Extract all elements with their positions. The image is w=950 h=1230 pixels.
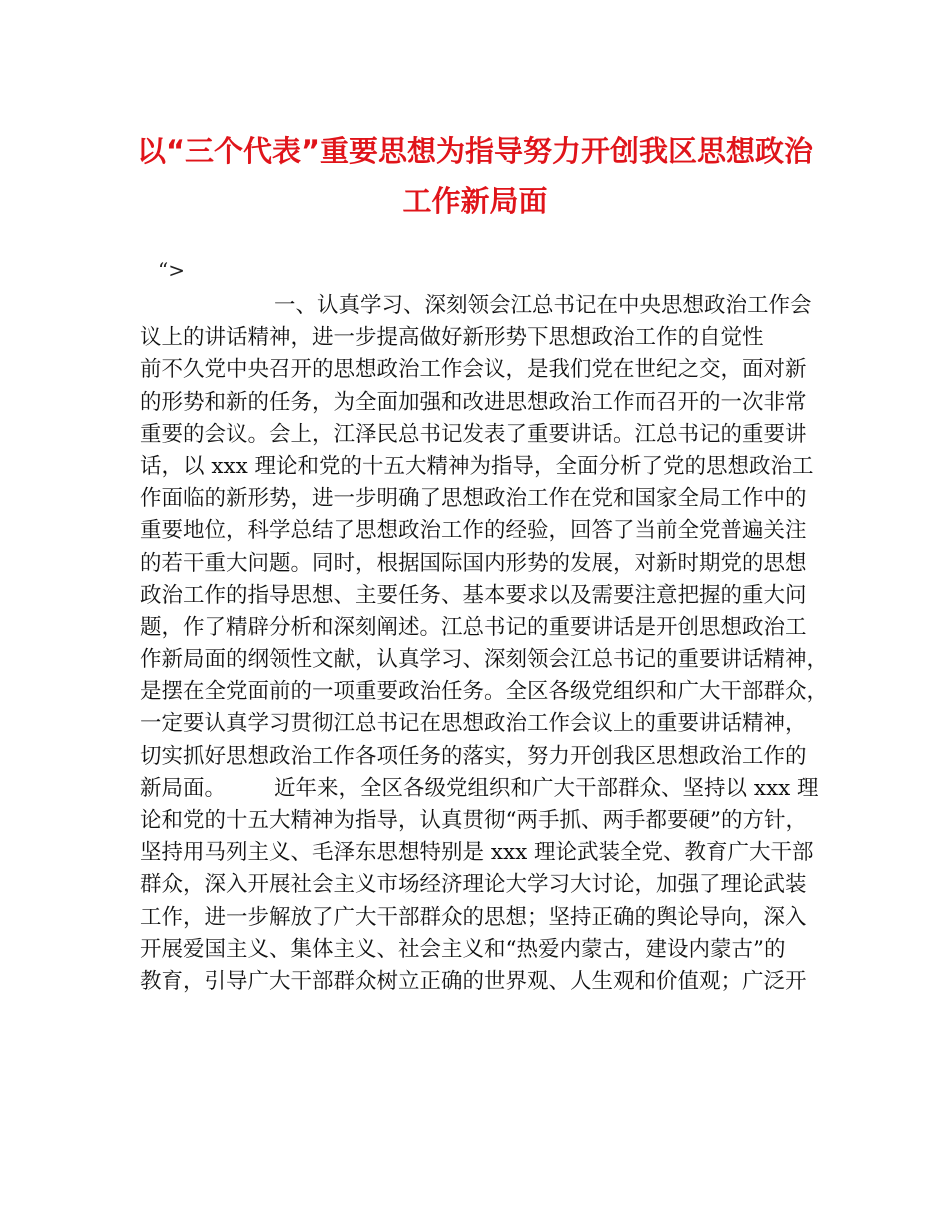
paragraph-line: 话，以 xxx 理论和党的十五大精神为指导，全面分析了党的思想政治工 <box>140 453 814 479</box>
paragraph-line: 的若干重大问题。同时，根据国际国内形势的发展，对新时期党的思想 <box>140 550 807 576</box>
paragraph-line: 论和党的十五大精神为指导，认真贯彻“两手抓、两手都要硬”的方针， <box>140 808 807 833</box>
paragraph-line: 作面临的新形势，进一步明确了思想政治工作在党和国家全局工作中的 <box>140 486 807 512</box>
paragraph-end: 新局面。 <box>140 775 227 801</box>
paragraph-line: 坚持用马列主义、毛泽东思想特别是 xxx 理论武装全党、教育广大干部 <box>140 840 814 866</box>
paragraph-line: 教育，引导广大干部群众树立正确的世界观、人生观和价值观；广泛开 <box>140 968 807 994</box>
document-title <box>100 126 850 226</box>
paragraph-line: 重要地位，科学总结了思想政治工作的经验，回答了当前全党普遍关注 <box>140 518 807 544</box>
stray-mark: “> <box>158 258 185 282</box>
paragraph-line: 的形势和新的任务，为全面加强和改进思想政治工作而召开的一次非常 <box>140 389 807 415</box>
paragraph-transition-line <box>140 773 820 805</box>
title-line: 工作新局面 <box>402 184 548 218</box>
section-heading-line: 一、认真学习、深刻领会江总书记在中央思想政治工作会 <box>274 293 812 318</box>
paragraph-line: 题，作了精辟分析和深刻阐述。江总书记的重要讲话是开创思想政治工 <box>140 614 807 640</box>
paragraph-line: 切实抓好思想政治工作各项任务的落实，努力开创我区思想政治工作的 <box>140 743 807 769</box>
paragraph-line: 工作，进一步解放了广大干部群众的思想；坚持正确的舆论导向，深入 <box>140 904 807 930</box>
paragraph-line: 一定要认真学习贯彻江总书记在思想政治工作会议上的重要讲话精神， <box>140 711 807 737</box>
paragraph-line: 政治工作的指导思想、主要任务、基本要求以及需要注意把握的重大问 <box>140 582 807 608</box>
paragraph-line: 开展爱国主义、集体主义、社会主义和“热爱内蒙古，建设内蒙古”的 <box>140 936 786 962</box>
paragraph-line: 前不久党中央召开的思想政治工作会议，是我们党在世纪之交，面对新 <box>140 357 807 383</box>
paragraph-line: 作新局面的纲领性文献，认真学习、深刻领会江总书记的重要讲话精神， <box>140 647 829 673</box>
paragraph-start: 近年来，全区各级党组织和广大干部群众、坚持以 xxx 理 <box>274 775 819 801</box>
section-heading-line: 议上的讲话精神，进一步提高做好新形势下思想政治工作的自觉性 <box>140 325 764 351</box>
title-line: 以“三个代表”重要思想为指导努力开创我区思想政治 <box>136 134 814 168</box>
paragraph-line: 群众，深入开展社会主义市场经济理论大学习大讨论，加强了理论武装 <box>140 872 807 898</box>
paragraph-line: 重要的会议。会上，江泽民总书记发表了重要讲话。江总书记的重要讲 <box>140 421 807 447</box>
paragraph-line: 是摆在全党面前的一项重要政治任务。全区各级党组织和广大干部群众， <box>140 679 829 705</box>
document-body <box>140 290 829 998</box>
